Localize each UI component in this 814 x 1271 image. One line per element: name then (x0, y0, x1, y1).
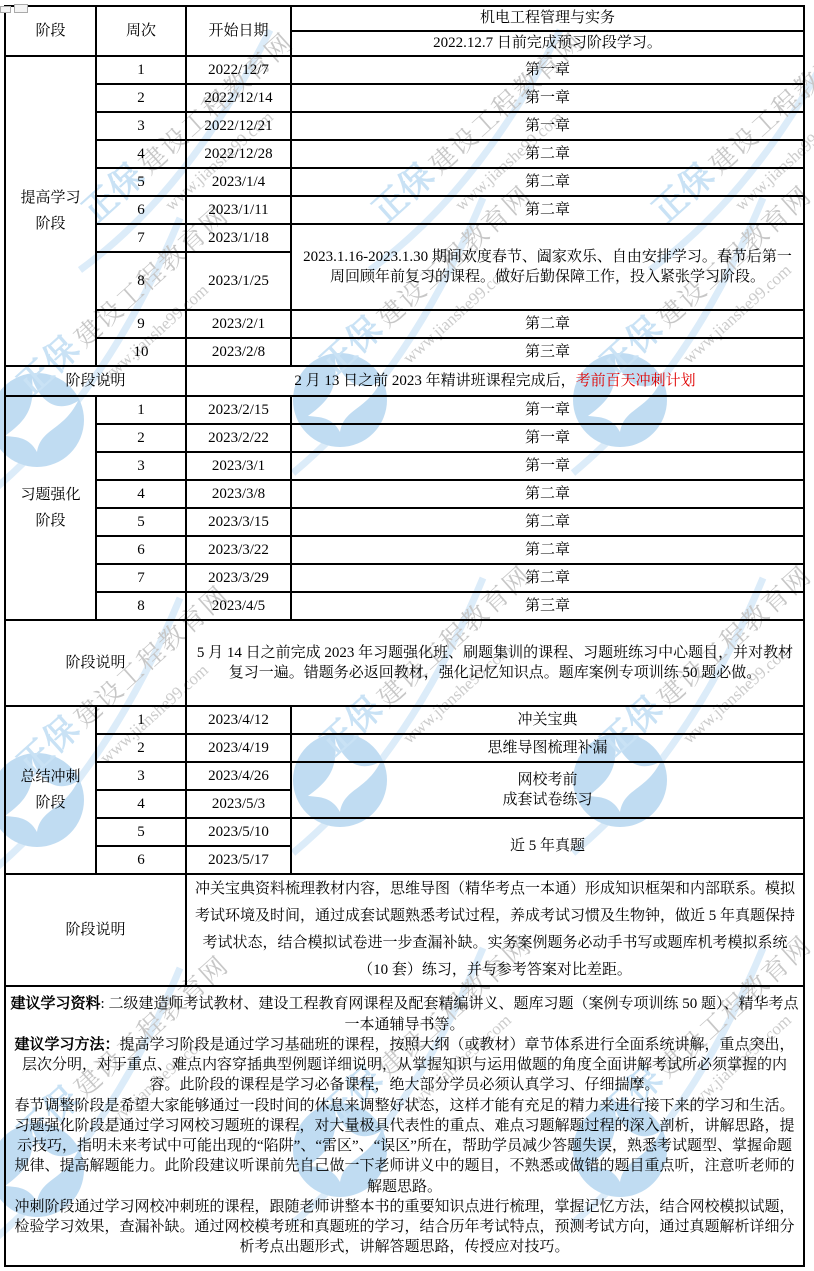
content-cell: 第一章 (291, 424, 804, 452)
date-cell: 2023/3/8 (186, 480, 291, 508)
week-cell: 4 (96, 480, 186, 508)
week-cell: 5 (96, 818, 186, 846)
week-cell: 8 (96, 252, 186, 310)
week-cell: 10 (96, 338, 186, 366)
week-cell: 4 (96, 140, 186, 168)
date-cell: 2023/2/1 (186, 310, 291, 338)
stage1-summary-text: 2 月 13 日之前 2023 年精讲班课程完成后，考前百天冲刺计划 (186, 366, 804, 396)
week-cell: 3 (96, 762, 186, 790)
week-cell: 6 (96, 846, 186, 874)
week-cell: 3 (96, 112, 186, 140)
content-cell: 第二章 (291, 536, 804, 564)
content-cell: 第二章 (291, 140, 804, 168)
subject-title: 机电工程管理与实务 (291, 6, 804, 31)
stage1-summary-label: 阶段说明 (5, 366, 186, 396)
date-cell: 2023/5/10 (186, 818, 291, 846)
date-cell: 2022/12/14 (186, 84, 291, 112)
stage3-label: 总结冲刺阶段 (5, 706, 96, 874)
week-cell: 8 (96, 592, 186, 620)
advice-spring-festival: 春节调整阶段是希望大家能够通过一段时间的休息来调整好状态，这样才能有充足的精力来进行接下来的学习和生活。 (14, 1097, 795, 1114)
content-cell: 第二章 (291, 168, 804, 196)
header-date: 开始日期 (186, 6, 291, 56)
date-cell: 2023/4/19 (186, 734, 291, 762)
content-cell: 第二章 (291, 310, 804, 338)
stage2-summary-text: 5 月 14 日之前完成 2023 年习题强化班、刷题集训的课程、习题班练习中心题目，并对教材复习一遍。错题务必返回教材，强化记忆知识点。题库案例专项训练 50 题必做。 (186, 620, 804, 706)
week-cell: 9 (96, 310, 186, 338)
date-cell: 2023/1/25 (186, 252, 291, 310)
content-cell: 第二章 (291, 564, 804, 592)
date-cell: 2023/2/15 (186, 396, 291, 424)
stage2-label: 习题强化阶段 (5, 396, 96, 620)
prep-note: 2022.12.7 日前完成预习阶段学习。 (291, 31, 804, 56)
week-cell: 1 (96, 706, 186, 734)
date-cell: 2023/3/15 (186, 508, 291, 536)
week-cell: 6 (96, 536, 186, 564)
date-cell: 2023/2/22 (186, 424, 291, 452)
content-cell: 第一章 (291, 452, 804, 480)
week-cell: 7 (96, 564, 186, 592)
screenshot-edge-artifact (0, 0, 28, 18)
advice-block (5, 986, 804, 1266)
date-cell: 2023/1/11 (186, 196, 291, 224)
content-cell-merged: 网校考前 成套试卷练习 (291, 762, 804, 818)
content-cell: 第一章 (291, 396, 804, 424)
advice-sprint-stage: 冲刺阶段通过学习网校冲刺班的课程，跟随老师讲整本书的重要知识点进行梳理，掌握记忆方法，结合网校模拟试题，检验学习效果，查漏补缺。通过网校模考班和真题班的学习，结合历年考试特点，预测考试方向，通过真题解析详细分析考点出题形式，讲解答题思路，传授应对技巧。 (14, 1198, 795, 1256)
week-cell: 7 (96, 224, 186, 252)
advice-materials: 建议学习资料: 二级建造师考试教材、建设工程教育网课程及配套精编讲义、题库习题（案例专项训练 50 题）、精华考点一本通辅导书等。 (10, 996, 799, 1033)
week-cell: 2 (96, 734, 186, 762)
content-cell: 第二章 (291, 508, 804, 536)
date-cell: 2023/2/8 (186, 338, 291, 366)
week-cell: 2 (96, 424, 186, 452)
date-cell: 2023/3/29 (186, 564, 291, 592)
stage3-summary-label: 阶段说明 (5, 874, 186, 986)
stage2-summary-label: 阶段说明 (5, 620, 186, 706)
week-cell: 6 (96, 196, 186, 224)
content-cell: 第一章 (291, 84, 804, 112)
date-cell: 2023/4/5 (186, 592, 291, 620)
content-cell: 第一章 (291, 56, 804, 84)
week-cell: 5 (96, 508, 186, 536)
date-cell: 2023/4/12 (186, 706, 291, 734)
advice-methods: 建议学习方法：提高学习阶段是通过学习基础班的课程，按照大纲（或教材）章节体系进行全面系统讲解，重点突出，层次分明，对于重点、难点内容穿插典型例题详细说明，从掌握知识与运用做题的角度全面讲解考试所必须掌握的内容。此阶段的课程是学习必备课程，绝大部分学员必须认真学习、仔细揣摩。 (14, 1036, 795, 1094)
date-cell: 2023/4/26 (186, 762, 291, 790)
stage1-label: 提高学习阶段 (5, 56, 96, 366)
date-cell: 2023/5/3 (186, 790, 291, 818)
date-cell: 2023/1/18 (186, 224, 291, 252)
date-cell: 2023/3/22 (186, 536, 291, 564)
week-cell: 5 (96, 168, 186, 196)
study-plan-table (4, 5, 805, 1267)
content-cell: 冲关宝典 (291, 706, 804, 734)
stage3-summary-text: 冲关宝典资料梳理教材内容，思维导图（精华考点一本通）形成知识框架和内部联系。模拟考试环境及时间，通过成套试题熟悉考试过程，养成考试习惯及生物钟，做近 5 年真题保持考试状态，结合模拟试卷进一步查漏补缺。实务案例题务必动手书写或题库机考模拟系统（10 套）练习，并与参考答案对比差距。 (186, 874, 804, 986)
week-cell: 1 (96, 56, 186, 84)
content-cell: 第二章 (291, 196, 804, 224)
content-cell: 第三章 (291, 338, 804, 366)
date-cell: 2023/3/1 (186, 452, 291, 480)
content-cell: 第一章 (291, 112, 804, 140)
week-cell: 1 (96, 396, 186, 424)
content-cell-merged: 近 5 年真题 (291, 818, 804, 874)
week-cell: 3 (96, 452, 186, 480)
content-cell: 第二章 (291, 480, 804, 508)
date-cell: 2023/1/4 (186, 168, 291, 196)
date-cell: 2022/12/7 (186, 56, 291, 84)
date-cell: 2022/12/21 (186, 112, 291, 140)
week-cell: 2 (96, 84, 186, 112)
header-stage: 阶段 (5, 6, 96, 56)
date-cell: 2023/5/17 (186, 846, 291, 874)
advice-exercise-stage: 习题强化阶段是通过学习网校习题班的课程，对大量极具代表性的重点、难点习题解题过程的深入剖析，讲解思路，提示技巧，指明未来考试中可能出现的“陷阱”、“雷区”、“误区”所在，帮助学员减少答题失误，熟悉考试题型、掌握命题规律、提高解题能力。此阶段建议听课前先自己做一下老师讲义中的题目，不熟悉或做错的题目重点听，注意听老师的解题思路。 (14, 1117, 795, 1195)
holiday-note: 2023.1.16-2023.1.30 期间欢度春节、阖家欢乐、自由安排学习。春节后第一周回顾年前复习的课程。做好后勤保障工作，投入紧张学习阶段。 (291, 224, 804, 310)
date-cell: 2022/12/28 (186, 140, 291, 168)
content-cell: 思维导图梳理补漏 (291, 734, 804, 762)
header-week: 周次 (96, 6, 186, 56)
highlight-text: 考前百天冲刺计划 (575, 372, 696, 389)
content-cell: 第三章 (291, 592, 804, 620)
week-cell: 4 (96, 790, 186, 818)
